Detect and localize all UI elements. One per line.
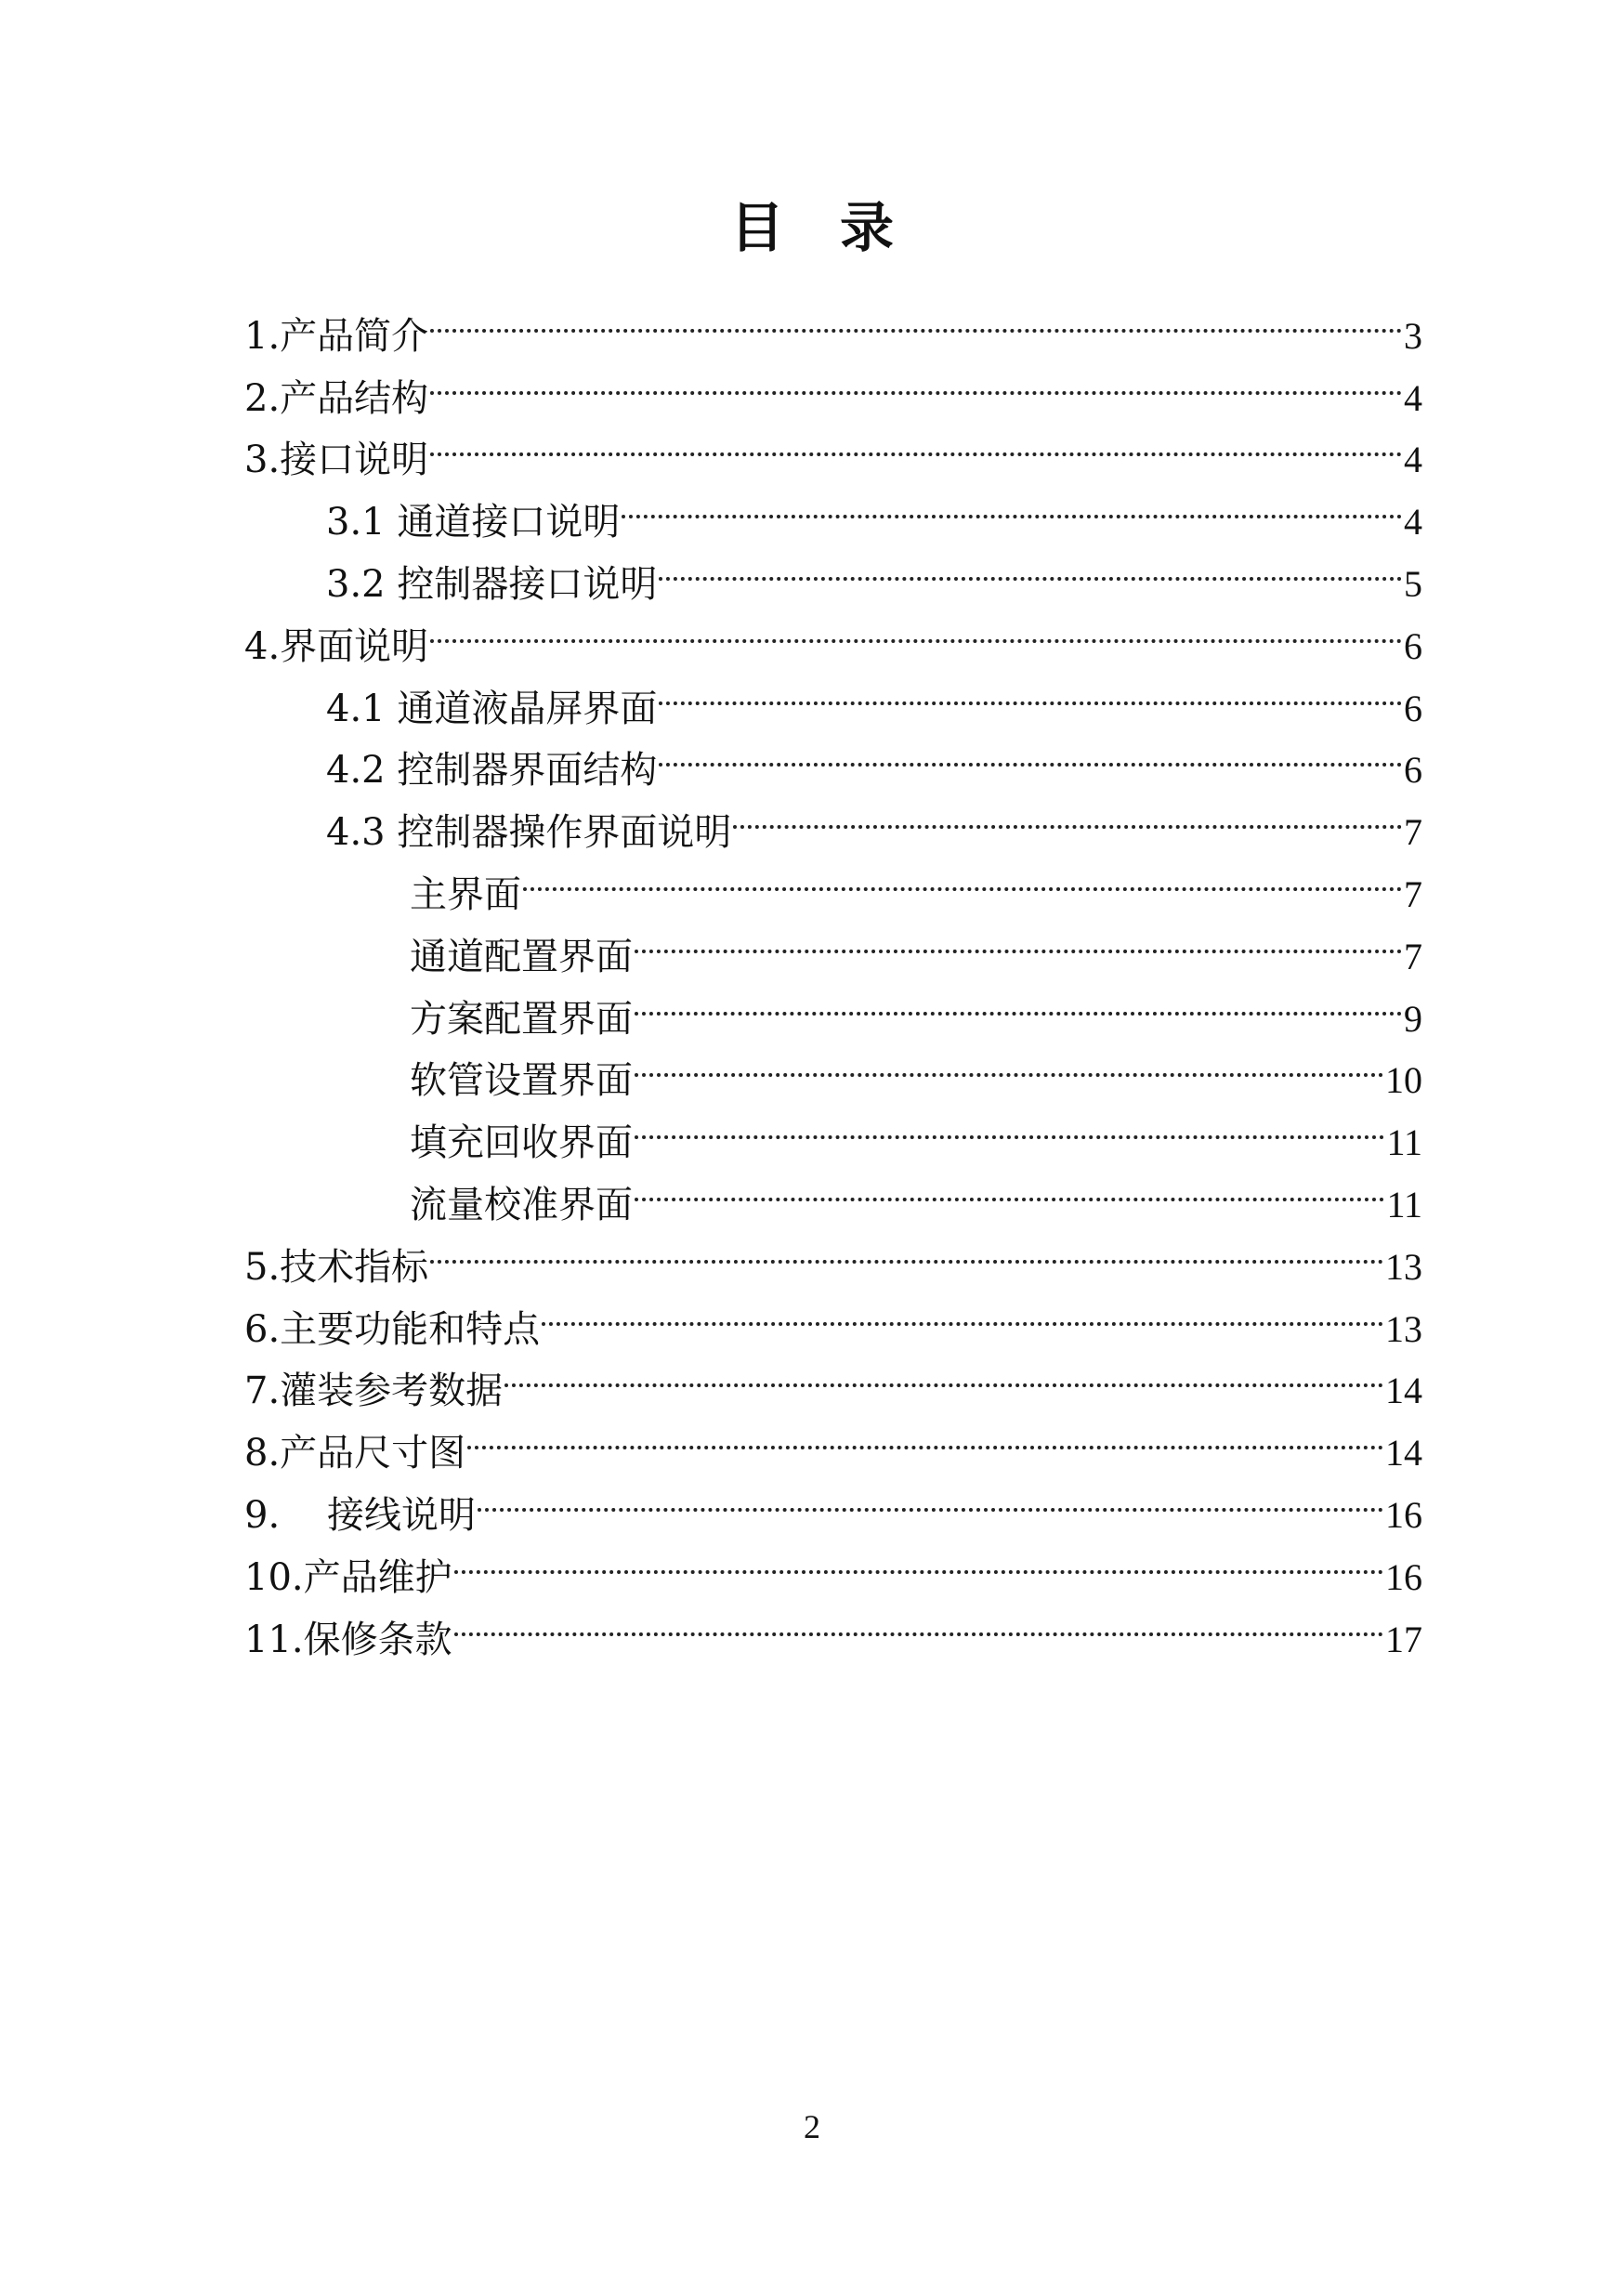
toc-entry-page-number: 6	[1404, 624, 1422, 667]
toc-entry-page-number: 11	[1386, 1121, 1422, 1164]
toc-entry-label: 4.3 控制器操作界面说明	[326, 811, 732, 855]
toc-entry-label: 3.1 通道接口说明	[326, 501, 621, 544]
toc-entry-label: 9. 接线说明	[244, 1493, 477, 1537]
toc-entry-page-number: 14	[1385, 1432, 1422, 1475]
toc-dot-leader	[430, 348, 1402, 411]
toc-entry-label: 11.保修条款	[244, 1618, 452, 1661]
toc-entry-label: 5.技术指标	[244, 1245, 429, 1289]
toc-entry-page-number: 6	[1404, 749, 1422, 792]
page-title	[0, 190, 1624, 265]
toc-dot-leader	[622, 472, 1402, 534]
toc-entry-page-number: 4	[1404, 501, 1422, 544]
toc-entry-page-number: 13	[1385, 1307, 1422, 1350]
title-char-2: 录	[840, 196, 895, 259]
toc-entry-page-number: 16	[1385, 1493, 1422, 1536]
toc-entry-label: 4.2 控制器界面结构	[326, 749, 658, 793]
toc-entry-label: 10.产品维护	[244, 1555, 452, 1599]
toc-entry-label: 4.1 通道液晶屏界面	[326, 687, 658, 730]
toc-entry-page-number: 13	[1385, 1245, 1422, 1288]
title-char-1: 目	[729, 196, 784, 259]
toc-entry-page-number: 6	[1404, 687, 1422, 729]
toc-entry-page-number: 10	[1385, 1059, 1422, 1102]
toc-entry-label: 7.灌装参考数据	[244, 1370, 504, 1413]
toc-entry-label: 软管设置界面	[410, 1059, 633, 1103]
toc-dot-leader	[635, 1155, 1384, 1217]
toc-dot-leader	[478, 1465, 1383, 1527]
toc-entry-label: 流量校准界面	[410, 1183, 633, 1226]
toc-dot-leader	[454, 1527, 1383, 1590]
toc-dot-leader	[635, 907, 1402, 969]
toc-entry-label: 填充回收界面	[410, 1121, 633, 1165]
toc-entry-label: 1.产品简介	[244, 314, 429, 358]
toc-entry-label: 方案配置界面	[410, 997, 633, 1041]
table-of-contents	[244, 286, 1422, 1661]
toc-dot-leader	[659, 721, 1402, 783]
toc-entry-label: 8.产品尺寸图	[244, 1432, 466, 1475]
toc-dot-leader	[659, 534, 1402, 596]
toc-entry-label: 2.产品结构	[244, 376, 429, 420]
toc-dot-leader	[467, 1403, 1383, 1465]
toc-entry-page-number: 3	[1404, 314, 1422, 357]
toc-entry-page-number: 7	[1404, 935, 1422, 977]
toc-dot-leader	[635, 969, 1402, 1031]
toc-entry-page-number: 14	[1385, 1370, 1422, 1412]
toc-dot-leader	[635, 1093, 1384, 1155]
toc-entry-page-number: 9	[1404, 997, 1422, 1040]
toc-entry-page-number: 7	[1404, 872, 1422, 915]
toc-entry-page-number: 11	[1386, 1183, 1422, 1226]
toc-dot-leader	[523, 845, 1402, 907]
toc-entry-page-number: 5	[1404, 562, 1422, 605]
toc-entry-label: 3.接口说明	[244, 439, 429, 482]
page-number: 2	[804, 2108, 820, 2145]
toc-entry-label: 4.界面说明	[244, 624, 429, 668]
toc-dot-leader	[430, 1217, 1383, 1279]
toc-entry-page-number: 4	[1404, 376, 1422, 419]
toc-dot-leader	[733, 782, 1402, 845]
toc-entry-page-number: 7	[1404, 811, 1422, 854]
toc-entry-page-number: 4	[1404, 439, 1422, 481]
toc-dot-leader	[542, 1279, 1383, 1342]
toc-dot-leader	[430, 596, 1402, 659]
toc-entry-page-number: 17	[1385, 1618, 1422, 1660]
toc-entry-label: 3.2 控制器接口说明	[326, 562, 658, 606]
toc-dot-leader	[659, 659, 1402, 721]
toc-dot-leader	[430, 411, 1402, 473]
toc-dot-leader	[635, 1031, 1383, 1094]
toc-entry-label: 主界面	[410, 872, 521, 916]
toc-entry-label: 6.主要功能和特点	[244, 1307, 541, 1351]
toc-entry[interactable]	[244, 286, 1422, 358]
toc-dot-leader	[430, 286, 1402, 348]
toc-entry-page-number: 16	[1385, 1555, 1422, 1598]
toc-dot-leader	[454, 1590, 1383, 1652]
toc-entry-label: 通道配置界面	[410, 935, 633, 978]
toc-dot-leader	[504, 1342, 1383, 1404]
